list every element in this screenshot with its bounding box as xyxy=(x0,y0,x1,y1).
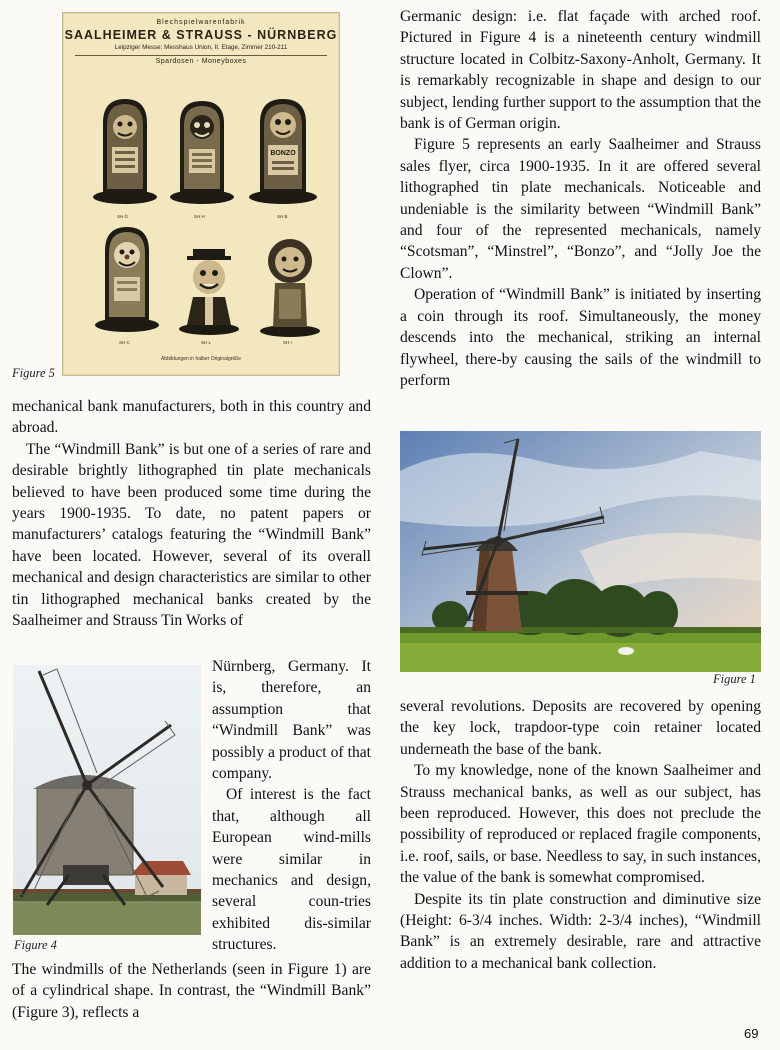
figure-4-photo xyxy=(13,665,201,935)
figure-5-caption: Figure 5 xyxy=(12,366,55,380)
bank-code: SH B xyxy=(277,214,288,219)
paragraph: To my knowledge, none of the known Saalheimer and Strauss mechanical banks, as well as our subject, has been reproduced. However, this does not preclude the possibility of reproduced or replaced fragile components, i.e. roof, sails, or base. Needless to say, in such instances, the value of the bank is somewhat compromised. xyxy=(400,762,761,887)
page-number: 69 xyxy=(744,1026,759,1041)
flyer-footer: Abbildungen in halber Originalgröße xyxy=(160,356,242,362)
flyer-divider xyxy=(75,55,327,56)
bank-illustration-jolly-joe xyxy=(179,245,239,337)
flyer-category: Spardosen - Moneyboxes xyxy=(155,58,247,65)
right-column-top xyxy=(400,6,761,391)
right-column-bottom xyxy=(400,696,761,974)
bank-code: SH L xyxy=(201,340,212,345)
flyer-address: Leipziger Messe: Messhaus Union, II. Etage, Zimmer 210-211 xyxy=(114,44,288,51)
bank-code: SH I xyxy=(283,340,292,345)
paragraph: Operation of “Windmill Bank” is initiated by inserting a coin through its roof. Simultaneously, the money descends into the mechanical, striking an internal flywheel, there-by causing the sails of the windmill to perform xyxy=(400,286,761,389)
left-column-top xyxy=(12,396,371,631)
bank-illustration-bonzo xyxy=(247,93,319,208)
left-column-wrap xyxy=(212,656,371,956)
figure-4-caption: Figure 4 xyxy=(14,938,57,952)
paragraph: Nürnberg, Germany. It is, therefore, an assumption that “Windmill Bank” was possibly a product of that company. xyxy=(212,658,371,783)
paragraph: Despite its tin plate construction and diminutive size (Height: 6-3/4 inches. Width: 2-3/4 inches), “Windmill Bank” is an extremely desirable, rare and attractive addition to a mechanical bank collection. xyxy=(400,890,761,972)
bank-code: SH G xyxy=(117,214,129,219)
bank-code: SH C xyxy=(119,340,130,345)
bank-code: SH H xyxy=(194,214,205,219)
flyer-company-name: SAALHEIMER & STRAUSS - NÜRNBERG xyxy=(64,28,338,42)
paragraph: Of interest is the fact that, although all European wind-mills were similar in mechanics and design, several coun-tries exhibited dis-similar structures. xyxy=(212,786,371,954)
paragraph: Figure 5 represents an early Saalheimer and Strauss sales flyer, circa 1900-1935. In it are offered several lithographed tin plate mechanicals. Noticeable and undeniable is the similarity between “Windmill Bank” and four of the represented mechanicals, namely “Scotsman”, “Minstrel”, “Bonzo”, and “Jolly Joe the Clown”. xyxy=(400,136,761,282)
paragraph: The “Windmill Bank” is but one of a series of rare and desirable brightly lithographed tin plate mechanicals believed to have been produced some time during the years 1900-1935. To date, no patent papers or manufacturers’ catalogs featuring the “Windmill Bank” have been located. However, several of its overall mechanical and design characteristics are similar to other tin lithographed mechanical banks created by the Saalheimer and Strauss Tin Works of xyxy=(12,440,371,630)
bank-illustration-lion xyxy=(259,235,321,339)
paragraph: several revolutions. Deposits are recovered by opening the key lock, trapdoor-type coin retainer located underneath the base of the bank. xyxy=(400,698,761,758)
figure-5-flyer xyxy=(62,12,340,376)
flyer-top-line: Blechspielwarenfabrik xyxy=(156,19,246,26)
paragraph: mechanical bank manufacturers, both in this country and abroad. xyxy=(12,398,371,437)
bank-illustration-scotsman xyxy=(91,93,159,208)
figure-1-caption: Figure 1 xyxy=(713,672,756,686)
paragraph: Germanic design: i.e. flat façade with arched roof. Pictured in Figure 4 is a nineteenth century windmill structure located in Colbitz-Saxony-Anholt, Germany. It is remarkably recognizable in shape and design to our subject, lending further support to the assumption that the bank is of German origin. xyxy=(400,8,761,133)
bank-illustration-clown xyxy=(93,221,161,336)
paragraph: The windmills of the Netherlands (seen in Figure 1) are of a cylindrical shape. In contrast, the “Windmill Bank” (Figure 3), reflects a xyxy=(12,961,371,1021)
bonzo-label: BONZO xyxy=(270,150,296,157)
left-column-bottom xyxy=(12,959,371,1023)
figure-1-photo xyxy=(400,431,761,672)
bank-illustration-minstrel xyxy=(169,95,235,208)
